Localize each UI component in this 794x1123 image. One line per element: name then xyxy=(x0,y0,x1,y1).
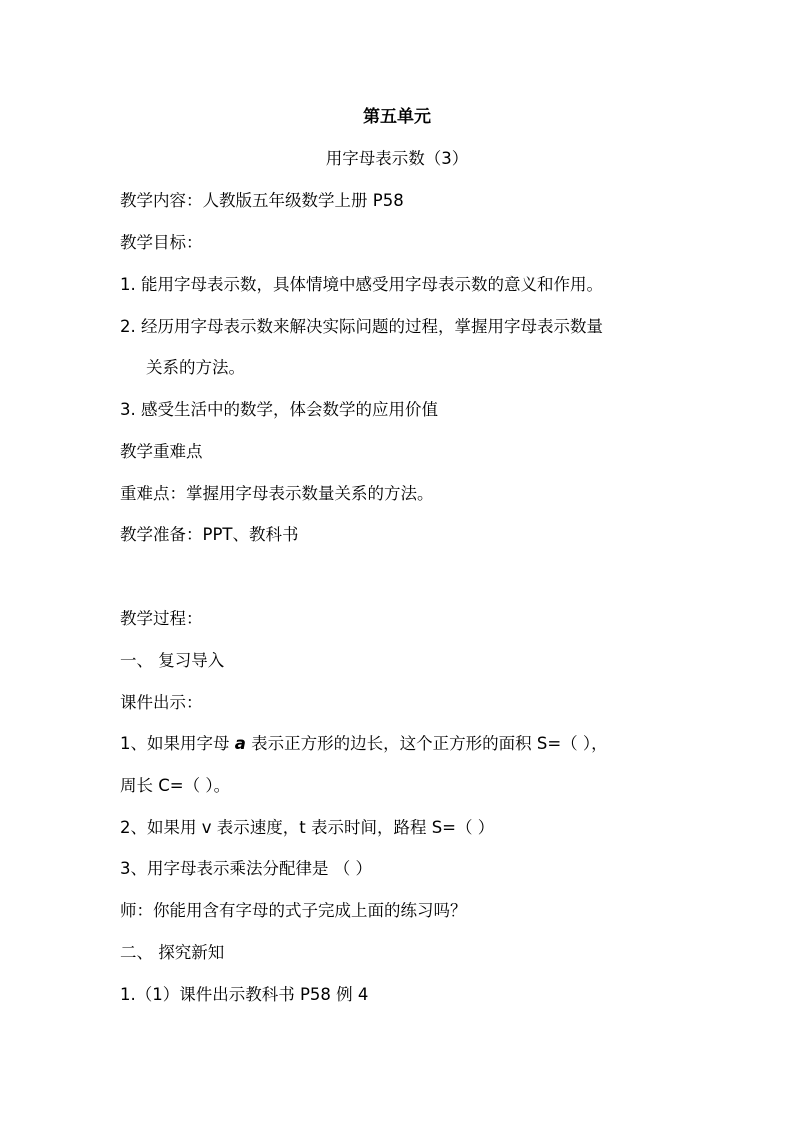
objective-2: 2. 经历用字母表示数来解决实际问题的过程，掌握用字母表示数量 xyxy=(120,317,603,336)
teaching-preparation: 教学准备：PPT、教科书 xyxy=(120,525,299,544)
question-1-variable: a xyxy=(234,734,246,753)
question-1-continued: 周长 C=（ ）。 xyxy=(120,776,231,795)
step-1: 1.（1）课件出示教科书 P58 例 4 xyxy=(120,985,369,1004)
section-2-heading: 二、 探究新知 xyxy=(120,943,225,962)
objectives-heading: 教学目标： xyxy=(120,233,203,252)
courseware-label: 课件出示： xyxy=(120,693,203,712)
document-title: 第五单元 xyxy=(363,107,431,127)
objective-1: 1. 能用字母表示数，具体情境中感受用字母表示数的意义和作用。 xyxy=(120,275,603,294)
teacher-prompt: 师：你能用含有字母的式子完成上面的练习吗？ xyxy=(120,901,467,920)
teaching-content: 教学内容：人教版五年级数学上册 P58 xyxy=(120,191,404,210)
section-1-heading: 一、 复习导入 xyxy=(120,651,225,670)
question-3: 3、用字母表示乘法分配律是 （ ） xyxy=(120,859,372,878)
question-1-prefix: 1、如果用字母 xyxy=(120,734,235,753)
question-1 xyxy=(120,733,608,755)
key-points: 重难点：掌握用字母表示数量关系的方法。 xyxy=(120,484,434,503)
question-1-suffix: 表示正方形的边长，这个正方形的面积 S=（ ）， xyxy=(245,734,608,753)
objective-3: 3. 感受生活中的数学，体会数学的应用价值 xyxy=(120,400,438,419)
objective-2-continued: 关系的方法。 xyxy=(146,358,245,377)
document-subtitle: 用字母表示数（3） xyxy=(325,149,469,168)
question-2: 2、如果用 v 表示速度，t 表示时间，路程 S=（ ） xyxy=(120,818,495,837)
key-points-heading: 教学重难点 xyxy=(120,442,203,461)
process-heading: 教学过程： xyxy=(120,609,203,628)
